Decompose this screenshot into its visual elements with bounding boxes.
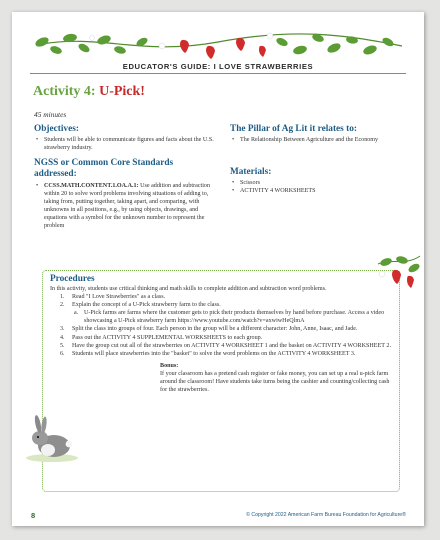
list-item — [36, 182, 214, 231]
list-item — [50, 293, 396, 301]
bonus-text: If your classroom has a pretend cash register or fake money, you can set up a real u-pick farm around the classroom! Have students take turns being the cashier and counting/collecting cash for the strawberries. — [160, 370, 390, 394]
procedure-steps — [50, 293, 396, 358]
step-text: Explain the concept of a U-Pick strawberry farm to the class. — [72, 302, 221, 309]
standards-heading-line1: NGSS or Common Core Standards — [34, 158, 174, 168]
list-item — [50, 309, 396, 325]
rabbit-illustration — [24, 412, 80, 464]
list-item — [50, 334, 396, 342]
step-number: 3. — [60, 326, 65, 333]
standards-heading-line2: addressed: — [34, 169, 77, 179]
list-item: • Students will be able to communicate figures and facts about the U.S. strawberry industry. — [36, 136, 220, 152]
page-number: 8 — [31, 511, 36, 520]
objectives-heading: Objectives: — [34, 124, 79, 134]
list-item: • Scissors — [232, 179, 402, 187]
strawberry-plant-illustration — [372, 250, 424, 298]
pillar-heading: The Pillar of Ag Lit it relates to: — [230, 124, 357, 134]
document-page — [12, 12, 424, 526]
sub-step-text: U-Pick farms are farms where the customer gets to pick their products themselves by hand before purchase. Access a video showcasing a U-Pick strawberry farm https://www.youtube.com/watch?v=axwiwHeQlmA — [84, 310, 385, 325]
activity-title — [33, 84, 145, 100]
standards-list — [36, 182, 214, 231]
list-item — [50, 325, 396, 333]
procedures-box — [42, 270, 400, 492]
pillar-list — [232, 136, 402, 144]
step-number: 4. — [60, 334, 65, 341]
step-text: Pass out the ACTIVITY 4 SUPPLEMENTAL WORKSHEETS to each group. — [72, 334, 263, 341]
list-item: • The Relationship Between Agriculture and the Economy — [232, 136, 402, 144]
materials-list — [232, 179, 402, 195]
procedures-heading: Procedures — [50, 274, 95, 284]
list-item — [50, 342, 396, 350]
list-item — [50, 301, 396, 309]
activity-duration: 45 minutes — [34, 110, 67, 119]
procedures-intro: In this activity, students use critical thinking and math skills to complete addition and subtraction word problems. — [50, 286, 327, 292]
step-text: Have the group cut out all of the strawberries on ACTIVITY 4 WORKSHEET 1 and the basket on ACTIVITY 4 WORKSHEET 2. — [72, 342, 391, 349]
step-number: 6. — [60, 350, 65, 357]
step-text: Split the class into groups of four. Each person in the group will be a different character: John, Anne, Isaac, and Jade. — [72, 326, 358, 333]
step-number: 1. — [60, 294, 65, 301]
list-item: • ACTIVITY 4 WORKSHEETS — [232, 187, 402, 195]
standard-code: CCSS.MATH.CONTENT.1.OA.A.1: — [44, 183, 139, 189]
bonus-heading: Bonus: — [160, 362, 179, 369]
step-text: Students will place strawberries into the "basket" to solve the word problems on the ACTIVITY 4 WORKSHEET 3. — [72, 350, 356, 357]
sub-step — [72, 309, 396, 325]
sub-step-letter: a. — [74, 310, 79, 317]
guide-title: EDUCATOR'S GUIDE: I LOVE STRAWBERRIES — [122, 62, 314, 71]
header-divider — [30, 73, 406, 74]
standards-heading — [34, 158, 224, 180]
materials-heading: Materials: — [230, 167, 272, 177]
activity-name: U-Pick! — [99, 84, 145, 99]
step-number: 2. — [60, 302, 65, 309]
step-text: Read "I Love Strawberries" as a class. — [72, 294, 166, 301]
procedures-content — [50, 274, 396, 394]
copyright-notice: © Copyright 2022 American Farm Bureau Foundation for Agriculture® — [246, 512, 406, 518]
activity-prefix: Activity 4: — [33, 84, 100, 99]
objectives-list — [36, 136, 220, 152]
list-item — [50, 350, 396, 358]
standard-text: Use addition and subtraction within 20 to solve word problems involving situations of adding to, taking from, putting together, taking apart, and comparing, with unknowns in all positions, e.g., by using objects, drawings, and equations with a symbol for the unknown number to represent the problem — [44, 183, 210, 230]
step-number: 5. — [60, 342, 65, 349]
